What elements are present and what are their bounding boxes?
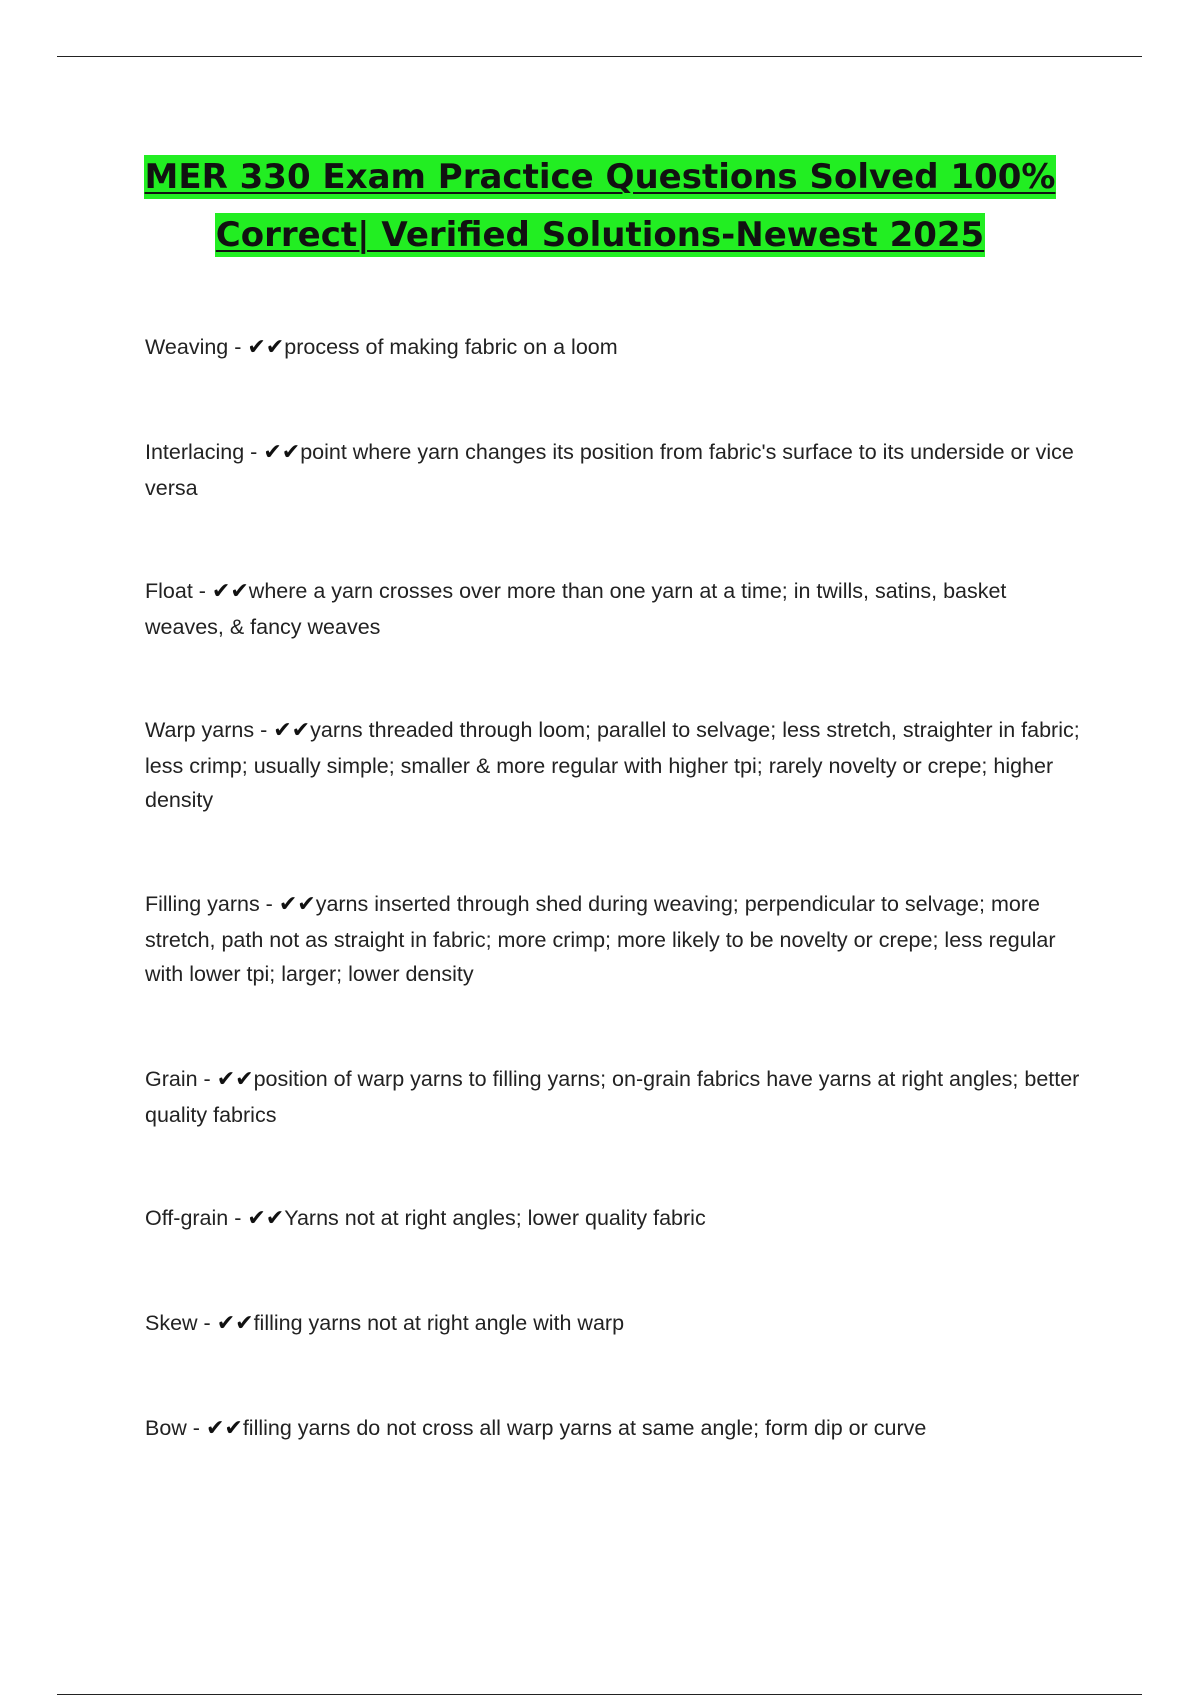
entry-term: Interlacing: [145, 440, 245, 464]
top-rule: [57, 56, 1142, 57]
entry-separator: -: [244, 440, 264, 464]
double-check-icon: ✔✔: [205, 1416, 243, 1441]
entry-separator: -: [259, 892, 279, 916]
bottom-rule: [57, 1694, 1142, 1695]
entry-definition: filling yarns do not cross all warp yarns at same angle; form dip or curve: [242, 1416, 927, 1440]
entry-term: Float: [145, 579, 193, 603]
document-title: [100, 148, 1100, 264]
entry-definition: Yarns not at right angles; lower quality fabric: [284, 1206, 706, 1230]
glossary-entry-float: [145, 574, 1080, 644]
entry-term: Grain: [145, 1067, 198, 1091]
entry-definition: position of warp yarns to filling yarns; on-grain fabrics have yarns at right angles; better quality fabrics: [145, 1067, 1080, 1127]
entry-definition: yarns threaded through loom; parallel to selvage; less stretch, straighter in fabric; less crimp; usually simple; smaller & more regular with higher tpi; rarely novelty or crepe; higher density: [145, 718, 1080, 812]
entry-separator: -: [197, 1067, 217, 1091]
double-check-icon: ✔✔: [216, 1067, 254, 1092]
entry-term: Warp yarns: [145, 718, 255, 742]
double-check-icon: ✔✔: [273, 718, 311, 743]
entry-term: Skew: [145, 1311, 198, 1335]
glossary-entry-bow: [145, 1411, 1080, 1447]
double-check-icon: ✔✔: [247, 1206, 285, 1231]
entry-term: Off-grain: [145, 1206, 229, 1230]
double-check-icon: ✔✔: [278, 892, 316, 917]
double-check-icon: ✔✔: [211, 579, 249, 604]
entry-definition: yarns inserted through shed during weaving; perpendicular to selvage; more stretch, path not as straight in fabric; more crimp; more likely to be novelty or crepe; less regular with lower tpi; larger; lower density: [145, 892, 1056, 986]
entry-separator: -: [228, 1206, 248, 1230]
glossary-entry-skew: [145, 1306, 1080, 1342]
entry-separator: -: [254, 718, 274, 742]
glossary-entry-off-grain: [145, 1201, 1080, 1237]
double-check-icon: ✔✔: [263, 440, 301, 465]
title-line-1: MER 330 Exam Practice Questions Solved 100%: [144, 157, 1056, 197]
entry-separator: -: [192, 579, 212, 603]
glossary-entry-grain: [145, 1062, 1080, 1132]
glossary-entry-interlacing: [145, 435, 1080, 505]
entry-separator: -: [186, 1416, 206, 1440]
glossary-entry-warp-yarns: [145, 713, 1080, 818]
entry-definition: where a yarn crosses over more than one yarn at a time; in twills, satins, basket weaves, & fancy weaves: [145, 579, 1007, 639]
entry-definition: filling yarns not at right angle with warp: [253, 1311, 625, 1335]
entry-separator: -: [228, 335, 248, 359]
entry-definition: point where yarn changes its position from fabric's surface to its underside or vice versa: [145, 440, 1074, 500]
double-check-icon: ✔✔: [216, 1311, 254, 1336]
entry-definition: process of making fabric on a loom: [284, 335, 618, 359]
entry-term: Bow: [145, 1416, 187, 1440]
glossary-entry-weaving: [145, 330, 1080, 366]
double-check-icon: ✔✔: [247, 335, 285, 360]
entry-term: Filling yarns: [145, 892, 260, 916]
glossary-entry-filling-yarns: [145, 887, 1080, 992]
entry-term: Weaving: [145, 335, 229, 359]
title-line-2: Correct| Verified Solutions-Newest 2025: [215, 215, 985, 255]
entry-separator: -: [197, 1311, 217, 1335]
